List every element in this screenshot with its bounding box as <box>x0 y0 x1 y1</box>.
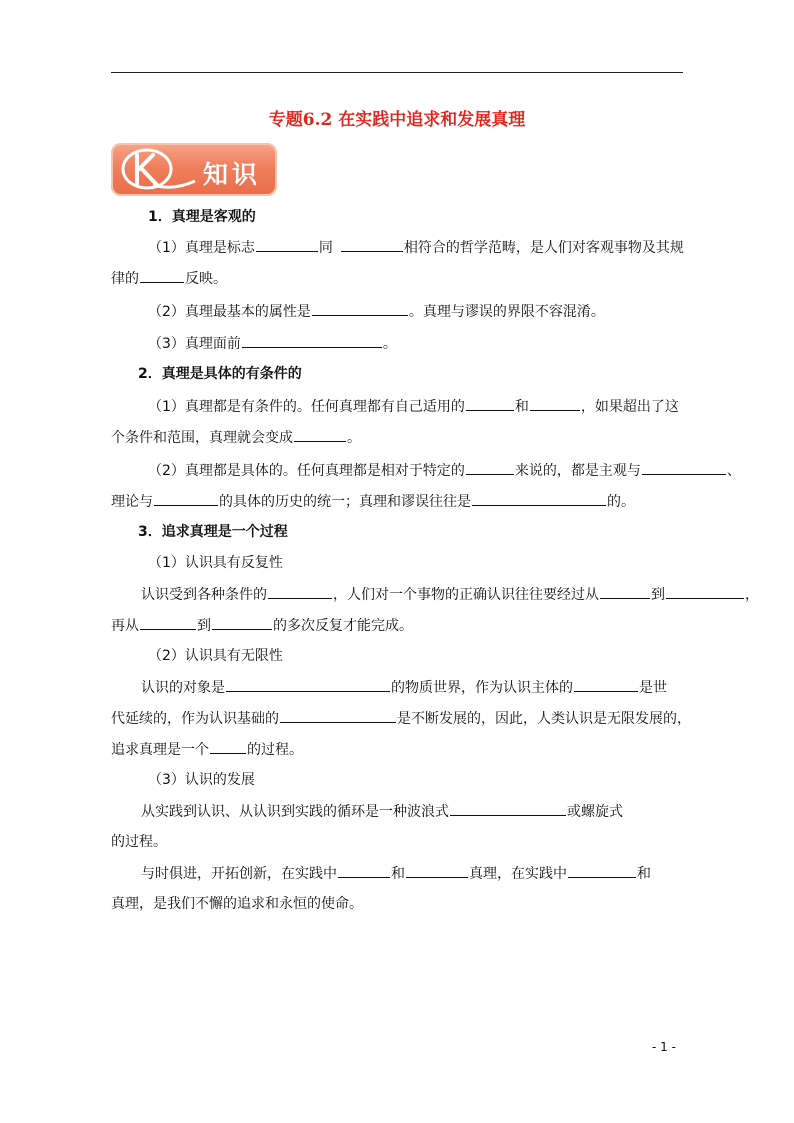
fill-blank <box>338 863 390 878</box>
text-run: 的。 <box>607 494 635 510</box>
text-run: 理论与 <box>111 494 153 510</box>
s3-p1-line1 <box>141 584 759 605</box>
fill-blank <box>530 396 580 411</box>
s1-p1-line2 <box>111 268 227 289</box>
text-run: 或螺旋式 <box>567 804 623 820</box>
text-run: 同 <box>318 240 333 256</box>
text-run: 和 <box>514 399 529 415</box>
text-run: （1）真理是标志 <box>148 240 255 256</box>
fill-blank <box>154 491 218 506</box>
page-title: 专题6.2 在实践中追求和发展真理 <box>268 110 526 130</box>
text-run: 是世 <box>639 680 667 696</box>
s1-p2 <box>148 301 605 322</box>
text-run: 认识受到各种条件的 <box>141 587 267 603</box>
fill-blank <box>600 584 650 599</box>
s3-sub1: （1）认识具有反复性 <box>148 555 283 571</box>
fill-blank <box>450 801 566 816</box>
s1-p1-line1 <box>148 237 684 258</box>
text-run: 是不断发展的，因此，人类认识是无限发展的， <box>397 711 691 727</box>
text-run: ，人们对一个事物的正确认识往往要经过从 <box>333 587 599 603</box>
text-run: 和 <box>637 866 651 882</box>
fill-blank <box>256 237 318 252</box>
text-run: 到 <box>197 618 211 634</box>
text-run: 。真理与谬误的界限不容混淆。 <box>408 304 605 320</box>
text-run: 的多次反复才能完成。 <box>273 618 413 634</box>
text-run: 认识的对象是 <box>141 680 225 696</box>
fill-blank <box>294 427 346 442</box>
text-run: 律的 <box>111 271 139 287</box>
text-run: 个条件和范围，真理就会变成 <box>111 430 293 446</box>
fill-blank <box>574 677 638 692</box>
header-rule <box>111 72 683 73</box>
text-run: ，如果超出了这 <box>580 399 679 415</box>
fill-blank <box>210 739 246 754</box>
s3-p4-line2: 真理，是我们不懈的追求和永恒的使命。 <box>111 896 363 912</box>
s3-p1-line2 <box>111 615 413 636</box>
text-run: 追求真理是一个 <box>111 742 209 758</box>
knowledge-badge <box>111 143 277 196</box>
s3-p3-line2: 的过程。 <box>111 834 167 850</box>
fill-blank <box>140 268 184 283</box>
s3-p2-line2 <box>111 708 691 729</box>
badge-text: 知识 <box>203 160 262 189</box>
text-run: 与时俱进，开拓创新，在实践中 <box>141 866 337 882</box>
text-run: 到 <box>651 587 665 603</box>
s3-p2-line1 <box>141 677 667 698</box>
text-run: （2）真理都是具体的。任何真理都是相对于特定的 <box>148 463 465 479</box>
text-run: ， <box>745 587 759 603</box>
text-run: 。 <box>347 430 361 446</box>
text-run: 的具体的历史的统一；真理和谬误往往是 <box>219 494 471 510</box>
page-number: - 1 - <box>652 1040 676 1054</box>
fill-blank <box>226 677 390 692</box>
text-run: 再从 <box>111 618 139 634</box>
s2-p2-line2 <box>111 491 635 512</box>
s3-p4-line1 <box>141 863 651 884</box>
fill-blank <box>212 615 272 630</box>
s3-p3-line1 <box>141 801 623 822</box>
fill-blank <box>642 460 726 475</box>
text-run: 相符合的哲学范畴，是人们对客观事物及其规 <box>403 240 684 256</box>
text-run: 。 <box>382 336 397 352</box>
text-run: （1）真理都是有条件的。任何真理都有自己适用的 <box>148 399 465 415</box>
fill-blank <box>466 460 514 475</box>
text-run: （2）真理最基本的属性是 <box>148 304 311 320</box>
section-1-heading: 1．真理是客观的 <box>148 209 256 225</box>
text-run: 的过程。 <box>247 742 303 758</box>
fill-blank <box>341 237 403 252</box>
fill-blank <box>140 615 196 630</box>
section-3-heading: 3．追求真理是一个过程 <box>138 524 288 540</box>
s3-sub3: （3）认识的发展 <box>148 772 255 788</box>
text-run: 、 <box>726 463 741 479</box>
k-logo-icon <box>117 147 197 192</box>
s3-sub2: （2）认识具有无限性 <box>148 648 283 664</box>
text-run: 的物质世界，作为认识主体的 <box>391 680 573 696</box>
text-run: 真理，在实践中 <box>469 866 567 882</box>
fill-blank <box>406 863 468 878</box>
s3-p2-line3 <box>111 739 303 760</box>
fill-blank <box>242 333 382 348</box>
fill-blank <box>568 863 636 878</box>
fill-blank <box>666 584 744 599</box>
text-run: 从实践到认识、从认识到实践的循环是一种波浪式 <box>141 804 449 820</box>
fill-blank <box>312 301 408 316</box>
fill-blank <box>466 396 514 411</box>
s2-p1-line2 <box>111 427 361 448</box>
s1-p3 <box>148 333 397 354</box>
text-run: 代延续的，作为认识基础的 <box>111 711 279 727</box>
fill-blank <box>280 708 396 723</box>
text-run: 和 <box>391 866 405 882</box>
text-run: 反映。 <box>185 271 227 287</box>
text-run: （3）真理面前 <box>148 336 241 352</box>
fill-blank <box>268 584 332 599</box>
text-run: 来说的，都是主观与 <box>514 463 641 479</box>
section-2-heading: 2．真理是具体的有条件的 <box>138 366 302 382</box>
fill-blank <box>472 491 606 506</box>
s2-p1-line1 <box>148 396 679 417</box>
s2-p2-line1 <box>148 460 741 481</box>
